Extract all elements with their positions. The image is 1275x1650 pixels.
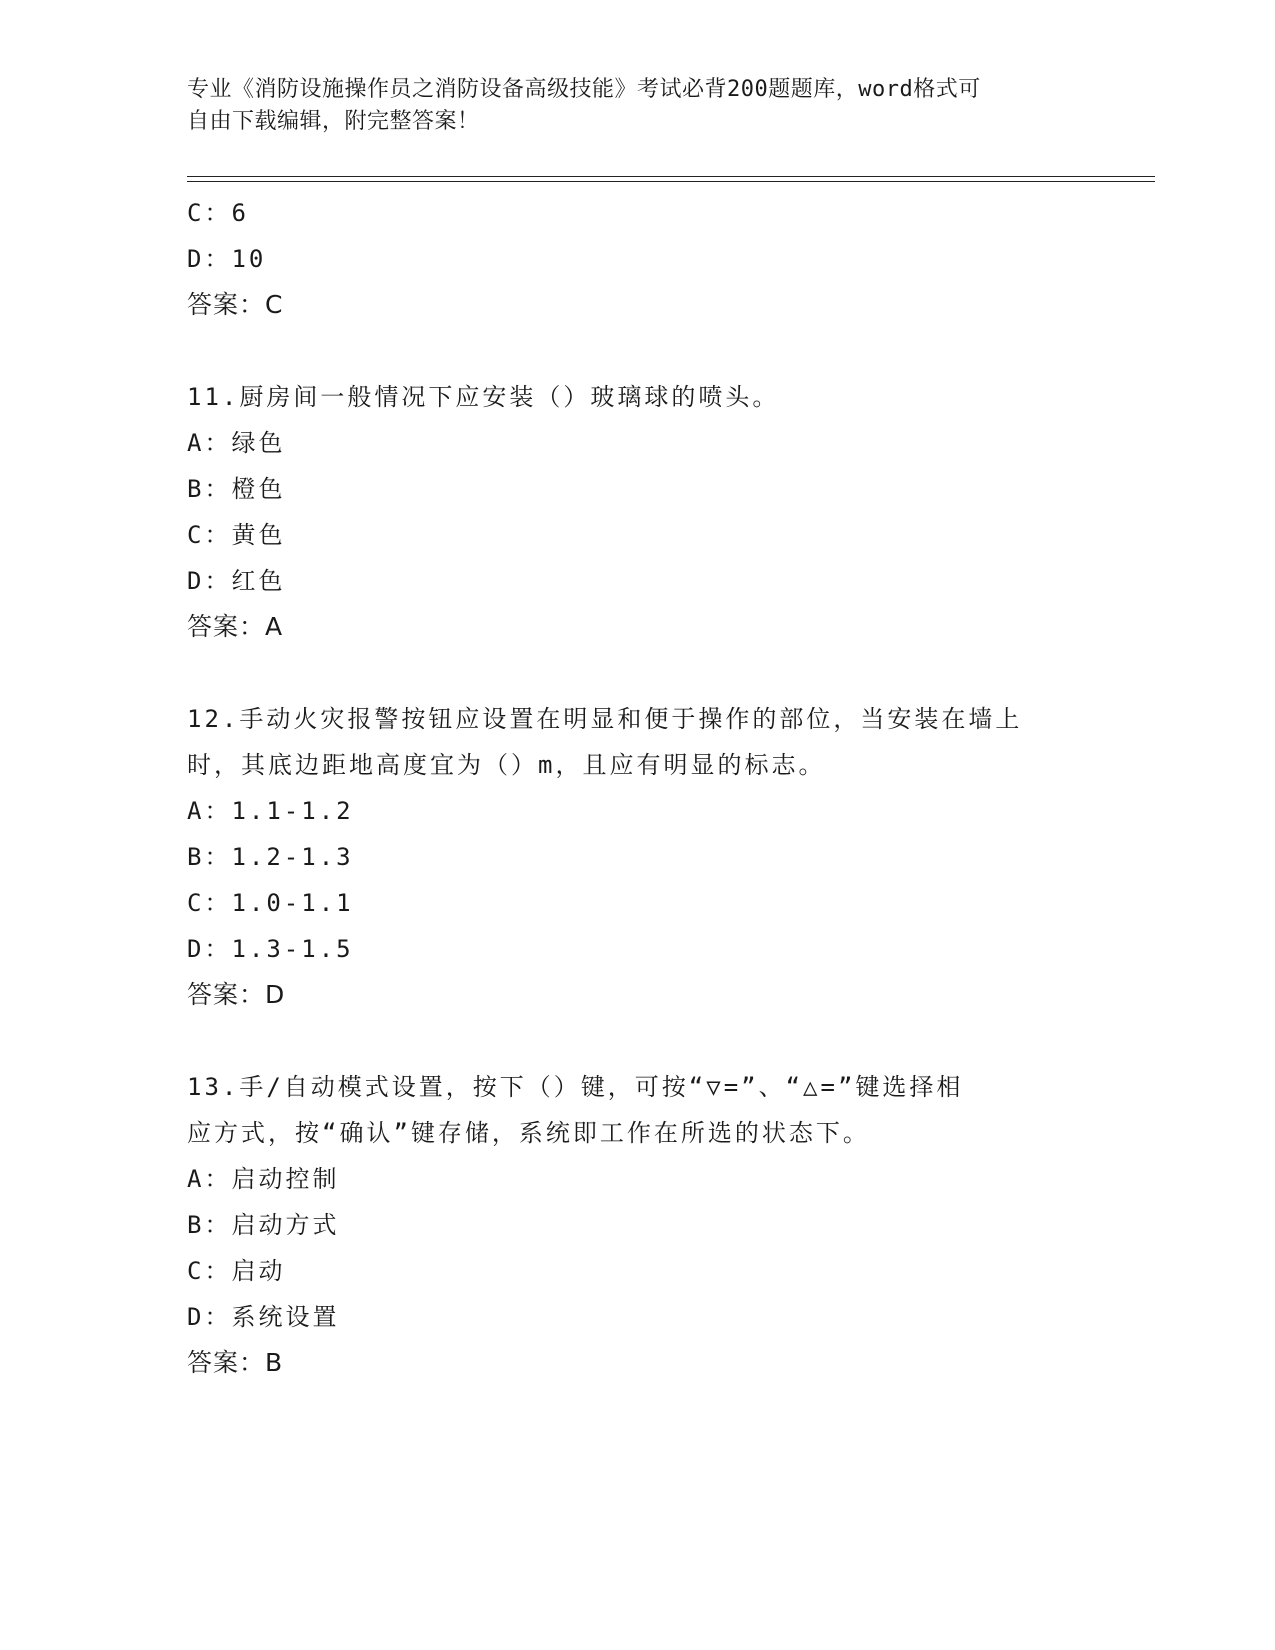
spacer	[187, 1018, 1087, 1064]
header-title-line-2: 自由下载编辑，附完整答案！	[187, 109, 480, 134]
option-a: A：启动控制	[187, 1165, 340, 1193]
page-header	[187, 74, 1067, 138]
option-b: B：启动方式	[187, 1211, 340, 1239]
option-d: D：红色	[187, 567, 286, 595]
option-d: D：系统设置	[187, 1303, 340, 1331]
header-title-line-1: 专业《消防设施操作员之消防设备高级技能》考试必背200题题库，word格式可	[187, 77, 981, 102]
spacer	[187, 328, 1087, 374]
option-d: D：1.3-1.5	[187, 935, 354, 963]
spacer	[187, 650, 1087, 696]
question-13	[187, 1064, 1087, 1386]
option-c: C：黄色	[187, 521, 286, 549]
answer-line: 答案：A	[187, 612, 284, 641]
answer-line: 答案：B	[187, 1348, 284, 1377]
question-stem-line-2: 时，其底边距地高度宜为（）m，且应有明显的标志。	[187, 751, 826, 779]
option-c: C：1.0-1.1	[187, 889, 354, 917]
option-b: B：橙色	[187, 475, 286, 503]
option-d: D：10	[187, 245, 267, 273]
question-11	[187, 374, 1087, 650]
answer-line: 答案：D	[187, 980, 286, 1009]
question-stem-line-1: 13.手/自动模式设置，按下（）键，可按“▽=”、“△=”键选择相	[187, 1073, 964, 1101]
question-stem-line-1: 12.手动火灾报警按钮应设置在明显和便于操作的部位，当安装在墙上	[187, 705, 1023, 733]
header-divider	[187, 176, 1155, 182]
option-b: B：1.2-1.3	[187, 843, 354, 871]
answer-line: 答案：C	[187, 290, 284, 319]
question-list	[187, 190, 1087, 1386]
question-stem: 11.厨房间一般情况下应安装（）玻璃球的喷头。	[187, 383, 780, 411]
option-a: A：绿色	[187, 429, 286, 457]
option-c: C：启动	[187, 1257, 286, 1285]
option-c: C：6	[187, 199, 249, 227]
question-12	[187, 696, 1087, 1018]
question-10-tail	[187, 190, 1087, 328]
question-stem-line-2: 应方式，按“确认”键存储，系统即工作在所选的状态下。	[187, 1119, 870, 1147]
option-a: A：1.1-1.2	[187, 797, 354, 825]
